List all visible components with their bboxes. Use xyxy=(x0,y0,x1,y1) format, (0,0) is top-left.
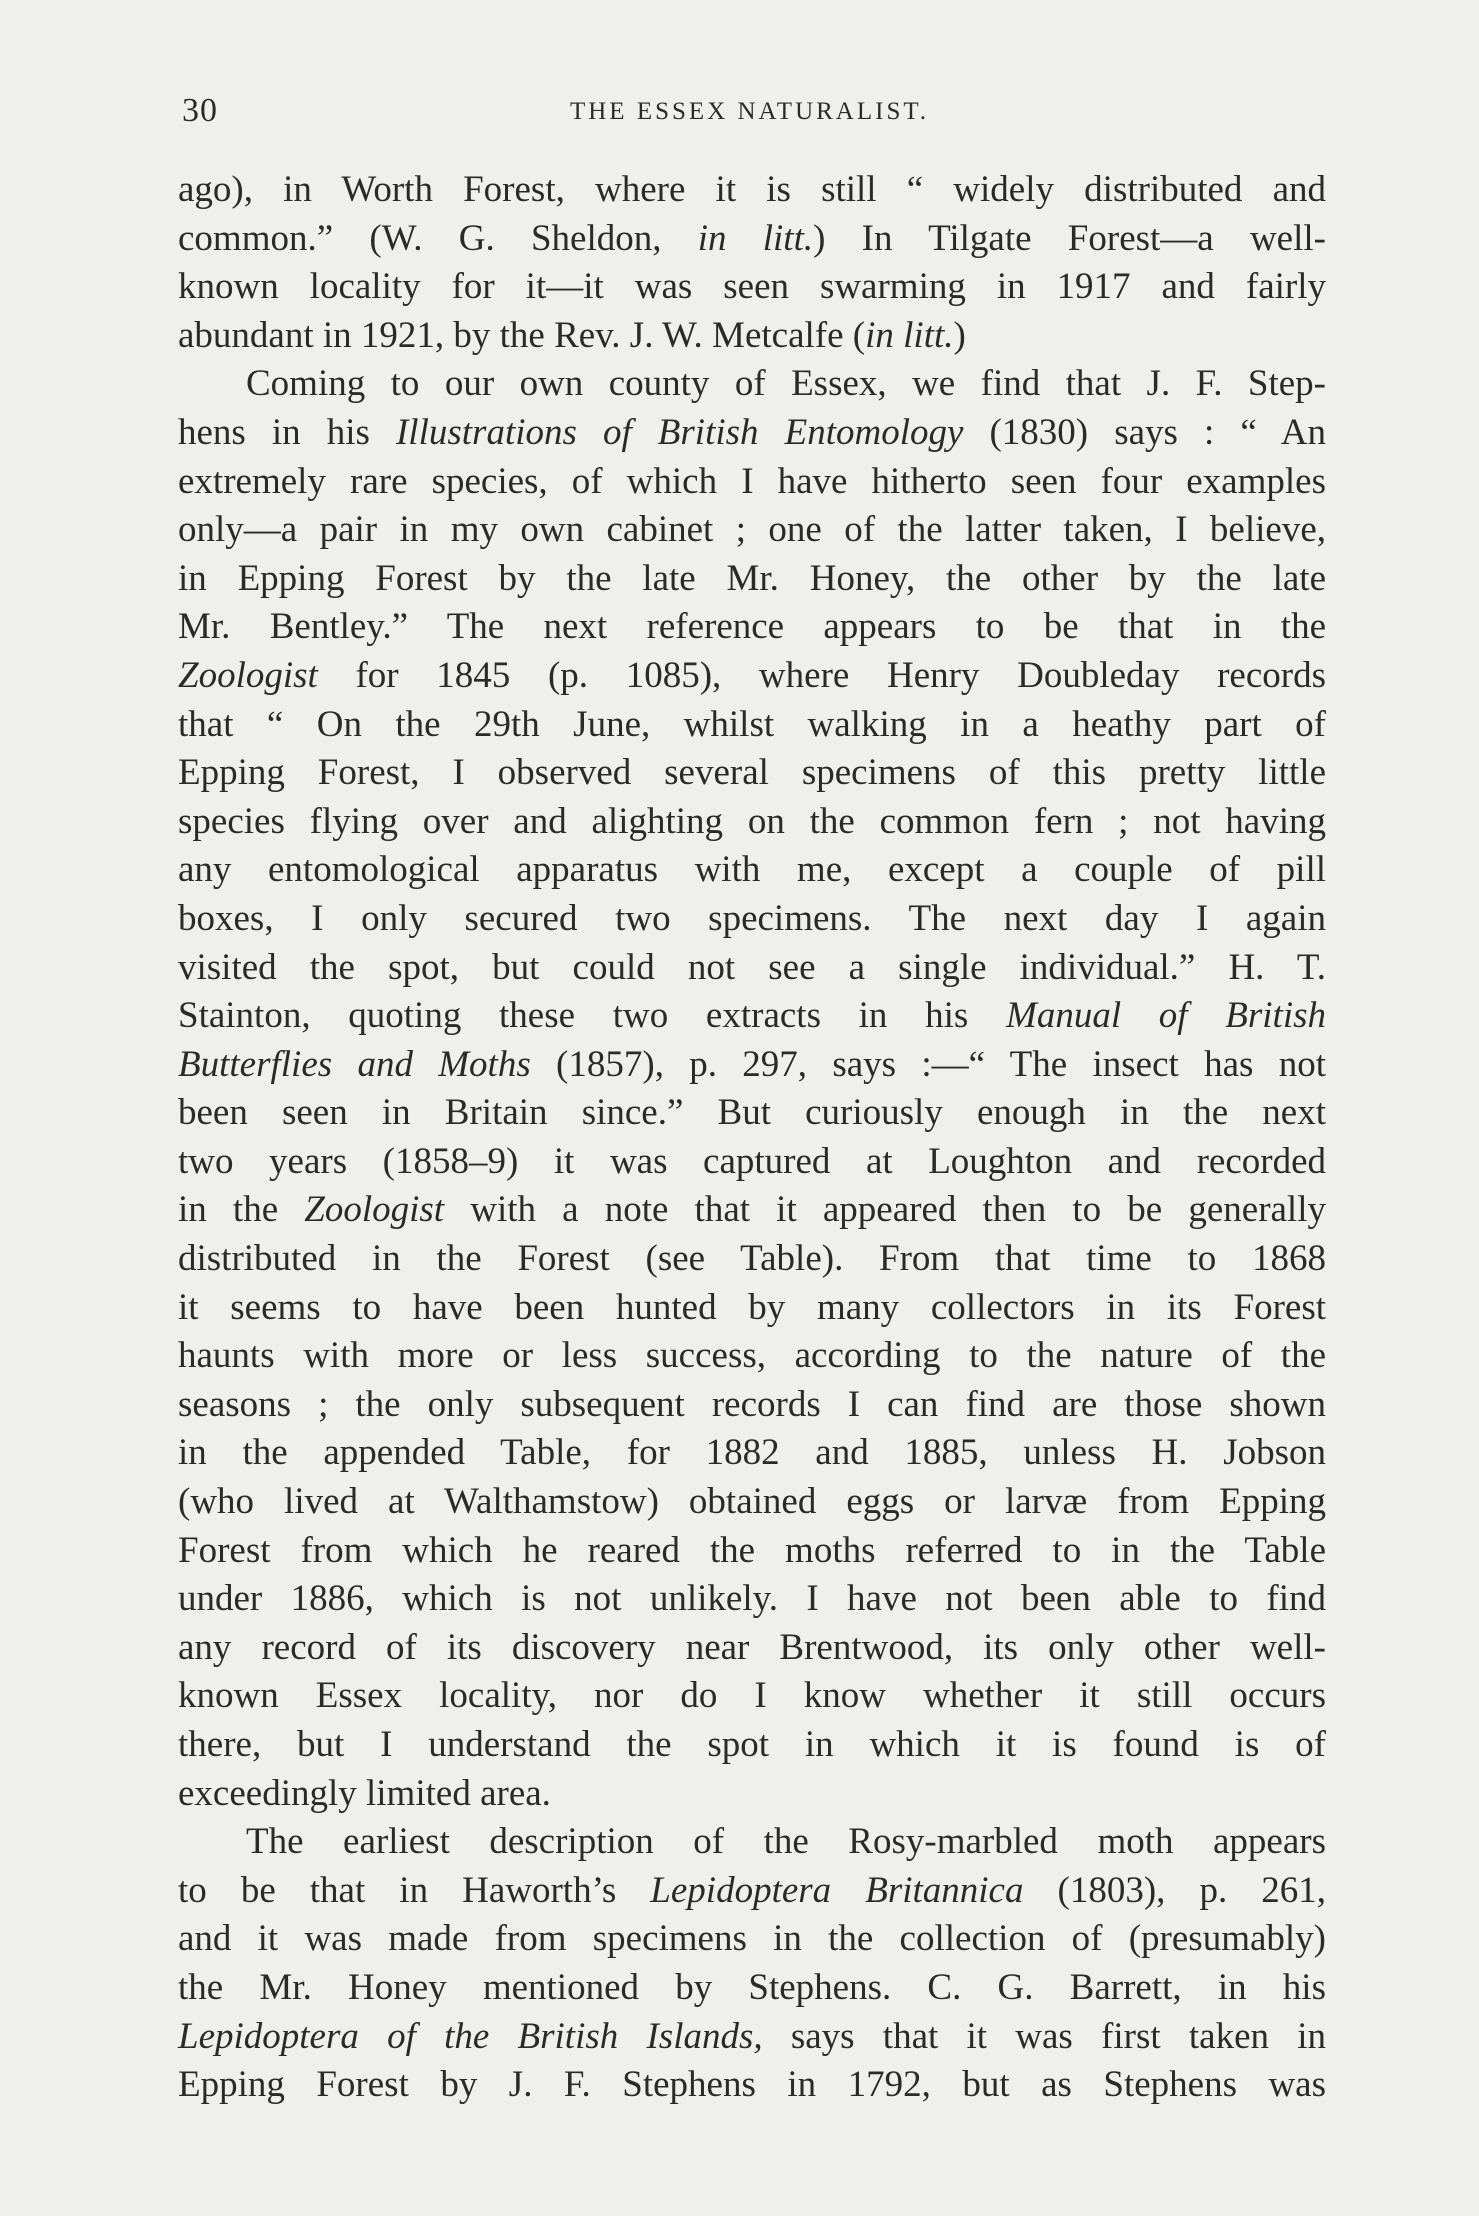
line-text: only—a pair in my own cabinet ; one of the latter taken, I believe, xyxy=(178,509,1326,551)
running-title: THE ESSEX NATURALIST. xyxy=(569,98,930,125)
text-line xyxy=(178,1138,1326,1187)
text-line xyxy=(178,603,1326,652)
italic-title: Lepidoptera Britannica xyxy=(650,1869,1024,1911)
line-text: been seen in Britain since.” But curiously enough in the next xyxy=(178,1092,1326,1134)
line-text: known Essex locality, nor do I know whether it still occurs xyxy=(178,1675,1326,1717)
line-text: and it was made from specimens in the collection of (presumably) xyxy=(178,1918,1326,1960)
text-line xyxy=(178,652,1326,701)
text-line xyxy=(178,1964,1326,2013)
text-line xyxy=(178,1235,1326,1284)
text-line xyxy=(178,1867,1326,1916)
text-line xyxy=(178,1284,1326,1333)
text-line xyxy=(178,895,1326,944)
italic-title: Manual of British xyxy=(1006,995,1326,1037)
line-text: known locality for it—it was seen swarming in 1917 and fairly xyxy=(178,266,1326,308)
italic-title: in litt. xyxy=(697,217,814,259)
italic-title: Zoologist xyxy=(304,1189,445,1231)
line-text: in the xyxy=(178,1189,305,1231)
line-text: Stainton, quoting these two extracts in his xyxy=(178,995,1006,1037)
text-line xyxy=(178,1527,1326,1576)
line-text: Epping Forest by J. F. Stephens in 1792, but as Stephens was xyxy=(178,2064,1326,2106)
body-text xyxy=(178,166,1326,2110)
line-text: under 1886, which is not unlikely. I have not been able to find xyxy=(178,1578,1326,1620)
line-text-after: (1803), p. 261, xyxy=(1023,1869,1326,1911)
text-line xyxy=(178,166,1326,215)
text-line xyxy=(178,1624,1326,1673)
text-line xyxy=(178,1672,1326,1721)
line-text: The earliest description of the Rosy-marbled moth appears xyxy=(246,1821,1326,1863)
text-line xyxy=(178,798,1326,847)
line-text: haunts with more or less success, according to the nature of the xyxy=(178,1335,1326,1377)
text-line xyxy=(178,1381,1326,1430)
text-line xyxy=(178,1770,1326,1819)
text-line xyxy=(178,1429,1326,1478)
text-line xyxy=(178,1478,1326,1527)
text-line xyxy=(178,360,1326,409)
text-line xyxy=(178,1041,1326,1090)
line-text: any entomological apparatus with me, except a couple of pill xyxy=(178,849,1326,891)
text-line xyxy=(178,263,1326,312)
line-text-after: for 1845 (p. 1085), where Henry Doubleday records xyxy=(317,654,1326,696)
text-line xyxy=(178,2061,1326,2110)
text-line xyxy=(178,312,1326,361)
line-text: ago), in Worth Forest, where it is still “ widely distributed and xyxy=(178,169,1326,210)
text-line xyxy=(178,555,1326,604)
page-number: 30 xyxy=(182,92,218,129)
line-text: Coming to our own county of Essex, we find that J. F. Step- xyxy=(246,363,1326,405)
italic-title: Zoologist xyxy=(178,654,318,696)
line-text: in Epping Forest by the late Mr. Honey, the other by the late xyxy=(178,557,1326,599)
line-text: Forest from which he reared the moths referred to in the Table xyxy=(178,1529,1326,1571)
text-line xyxy=(178,1575,1326,1624)
text-line xyxy=(178,701,1326,750)
text-line xyxy=(178,2013,1326,2062)
text-line xyxy=(178,409,1326,458)
line-text: exceedingly limited area. xyxy=(178,1772,551,1814)
line-text: Epping Forest, I observed several specimens of this pretty little xyxy=(178,752,1326,794)
italic-title: in litt. xyxy=(865,314,954,356)
line-text: common.” (W. G. Sheldon, xyxy=(178,217,698,259)
line-text-after: says that it was first taken in xyxy=(762,2015,1327,2057)
line-text: that “ On the 29th June, whilst walking in a heathy part of xyxy=(178,703,1326,745)
italic-title: Butterflies and Moths xyxy=(178,1043,531,1085)
text-line xyxy=(178,1332,1326,1381)
line-text-after: (1830) says : “ An xyxy=(963,411,1326,453)
line-text: (who lived at Walthamstow) obtained eggs or larvæ from Epping xyxy=(178,1481,1326,1523)
text-line xyxy=(178,1915,1326,1964)
line-text: it seems to have been hunted by many collectors in its Forest xyxy=(178,1286,1326,1328)
line-text: boxes, I only secured two specimens. The next day I again xyxy=(178,897,1326,939)
line-text: species flying over and alighting on the common fern ; not having xyxy=(178,800,1326,842)
line-text-after: ) In Tilgate Forest—a well- xyxy=(813,217,1326,259)
text-line xyxy=(178,846,1326,895)
text-line xyxy=(178,1721,1326,1770)
line-text: there, but I understand the spot in which it is found is of xyxy=(178,1724,1326,1765)
line-text: hens in his xyxy=(178,411,396,453)
line-text: the Mr. Honey mentioned by Stephens. C. G. Barrett, in his xyxy=(178,1966,1326,2008)
italic-title: Illustrations of British Entomology xyxy=(395,411,964,453)
line-text: Mr. Bentley.” The next reference appears to be that in the xyxy=(178,606,1326,648)
line-text: distributed in the Forest (see Table). From that time to 1868 xyxy=(178,1238,1326,1280)
line-text: any record of its discovery near Brentwood, its only other well- xyxy=(178,1626,1326,1668)
text-line xyxy=(178,749,1326,798)
line-text: extremely rare species, of which I have hitherto seen four examples xyxy=(178,460,1326,502)
line-text: to be that in Haworth’s xyxy=(178,1869,651,1911)
italic-title: Lepidoptera of the British Islands, xyxy=(178,2015,763,2057)
text-line xyxy=(178,1818,1326,1867)
line-text-after: with a note that it appeared then to be generally xyxy=(444,1189,1326,1231)
text-line xyxy=(178,458,1326,507)
page-header xyxy=(182,92,1317,142)
text-line xyxy=(178,992,1326,1041)
line-text-after: (1857), p. 297, says :—“ The insect has not xyxy=(530,1043,1326,1085)
text-line xyxy=(178,944,1326,993)
text-line xyxy=(178,506,1326,555)
line-text: visited the spot, but could not see a single individual.” H. T. xyxy=(178,946,1326,988)
text-line xyxy=(178,1186,1326,1235)
line-text: two years (1858–9) it was captured at Loughton and recorded xyxy=(178,1140,1326,1182)
line-text: seasons ; the only subsequent records I can find are those shown xyxy=(178,1383,1326,1425)
text-line xyxy=(178,1089,1326,1138)
line-text: abundant in 1921, by the Rev. J. W. Metcalfe ( xyxy=(178,314,866,356)
text-line xyxy=(178,215,1326,264)
line-text-after: ) xyxy=(953,314,966,356)
line-text: in the appended Table, for 1882 and 1885, unless H. Jobson xyxy=(178,1432,1326,1474)
